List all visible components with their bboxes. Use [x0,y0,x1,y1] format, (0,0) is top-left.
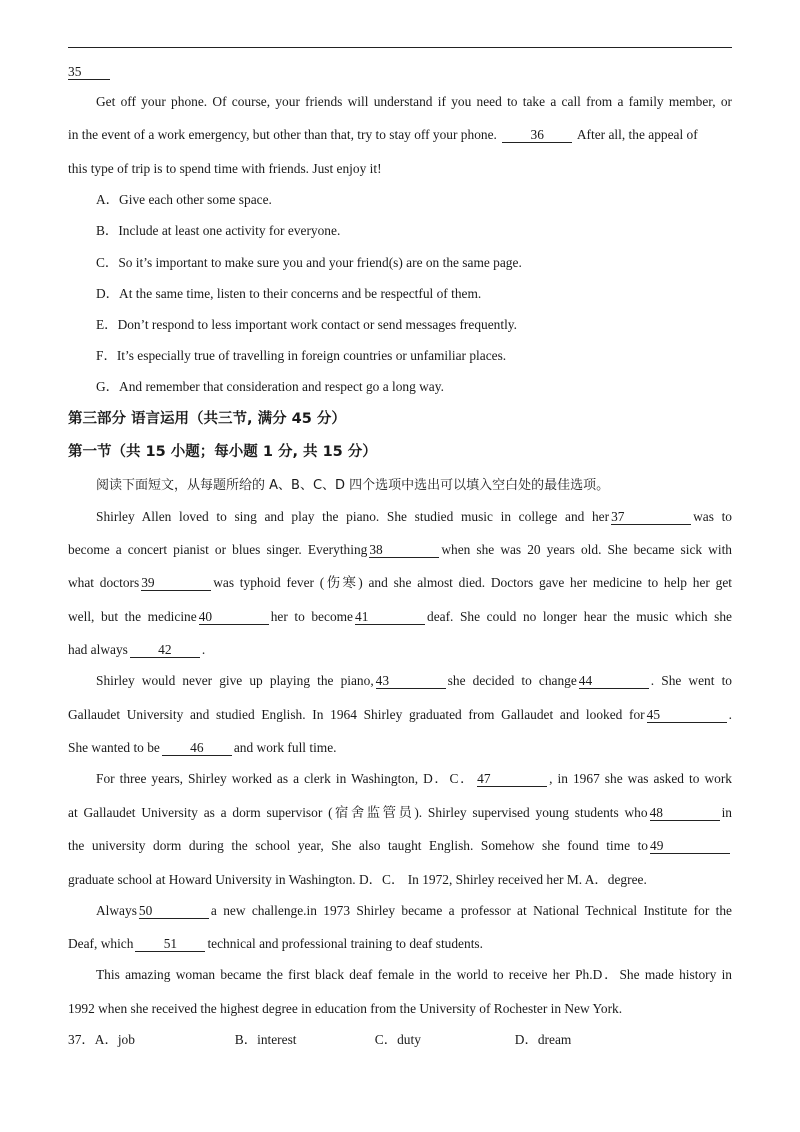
option-a: A．Give each other some space. [96,192,272,207]
blank-45: 45 [647,707,727,723]
option-e: E．Don’t respond to less important work contact or send messages frequently. [96,317,517,332]
blank-38: 38 [369,542,439,558]
question-option-b: B．interest [234,1032,297,1047]
subsection-title: 第一节（共 15 小题；每小题 1 分, 共 15 分） [68,444,377,460]
passage-line: Always 50 a new challenge.in 1973 Shirley became a professor at National Technical Institute for the [96,903,732,918]
blank-41: 41 [355,609,425,625]
option-d: D．At the same time, listen to their concerns and be respectful of them. [96,286,482,301]
passage-line: Gallaudet University and studied English. In 1964 Shirley graduated from Gallaudet and looked for 45 . [68,707,732,722]
option-b: B．Include at least one activity for everyone. [96,223,341,238]
blank-42: 42 [130,642,200,658]
passage-line: had always 42 . [68,642,206,657]
blank-51: 51 [135,936,205,952]
paragraph-line: in the event of a work emergency, but other than that, try to stay off your phone. 36 After all, the appeal of [68,127,698,142]
instruction: 阅读下面短文，从每题所给的 A、B、C、D 四个选项中选出可以填入空白处的最佳选项。 [96,478,610,493]
blank-47: 47 [477,771,547,787]
blank-50: 50 [139,903,209,919]
option-f: F．It’s especially true of travelling in foreign countries or unfamiliar places. [96,348,507,363]
blank-36: 36 [502,127,572,143]
passage-line: She wanted to be 46 and work full time. [68,740,337,755]
passage-line: Shirley would never give up playing the piano, 43 she decided to change 44 . She went to [96,673,732,688]
passage-line: 1992 when she received the highest degree in education from the University of Rochester in New York. [68,1001,623,1016]
question-option-d: D．dream [514,1032,572,1047]
question-37 [68,1031,732,1049]
passage-line: become a concert pianist or blues singer. Everything 38 when she was 20 years old. She became sick with [68,542,732,557]
blank-37: 37 [611,509,691,525]
section-title: 第三部分 语言运用（共三节, 满分 45 分） [68,411,346,427]
blank-35-line [68,63,732,81]
question-option-c: C．duty [374,1032,421,1047]
blank-48: 48 [650,805,720,821]
blank-43: 43 [376,673,446,689]
paragraph-line: this type of trip is to spend time with friends. Just enjoy it! [68,161,382,176]
passage-line: the university dorm during the school year, She also taught English. Somehow she found time to 49 [68,837,732,855]
blank-46: 46 [162,740,232,756]
passage-line: graduate school at Howard University in Washington. D．C． In 1972, Shirley received her M. A．degree. [68,872,647,887]
passage-line: This amazing woman became the first black deaf female in the world to receive her Ph.D．She made history in [96,967,732,982]
passage-line: For three years, Shirley worked as a clerk in Washington, D．C． 47 , in 1967 she was asked to work [96,771,732,786]
blank-49: 49 [650,838,730,854]
blank-44: 44 [579,673,649,689]
question-number: 37． [68,1032,95,1047]
option-g: G．And remember that consideration and respect go a long way. [96,379,444,394]
blank-39: 39 [141,575,211,591]
header-rule [68,47,732,48]
passage-line: at Gallaudet University as a dorm supervisor (宿舍监管员). Shirley supervised young students who 48 in [68,805,732,820]
blank-35: 35 [68,64,110,80]
passage-line: what doctors 39 was typhoid fever (伤寒) and she almost died. Doctors gave her medicine to help her get [68,575,732,590]
passage-line: well, but the medicine 40 her to become 41 deaf. She could no longer hear the music which she [68,609,732,624]
option-c: C．So it’s important to make sure you and your friend(s) are on the same page. [96,255,522,270]
passage-line: Deaf, which 51 technical and professional training to deaf students. [68,936,483,951]
blank-40: 40 [199,609,269,625]
paragraph-line: Get off your phone. Of course, your friends will understand if you need to take a call from a family member, or [96,94,732,109]
question-option-a: A．job [94,1032,135,1047]
passage-line: Shirley Allen loved to sing and play the piano. She studied music in college and her 37 was to [96,509,732,524]
